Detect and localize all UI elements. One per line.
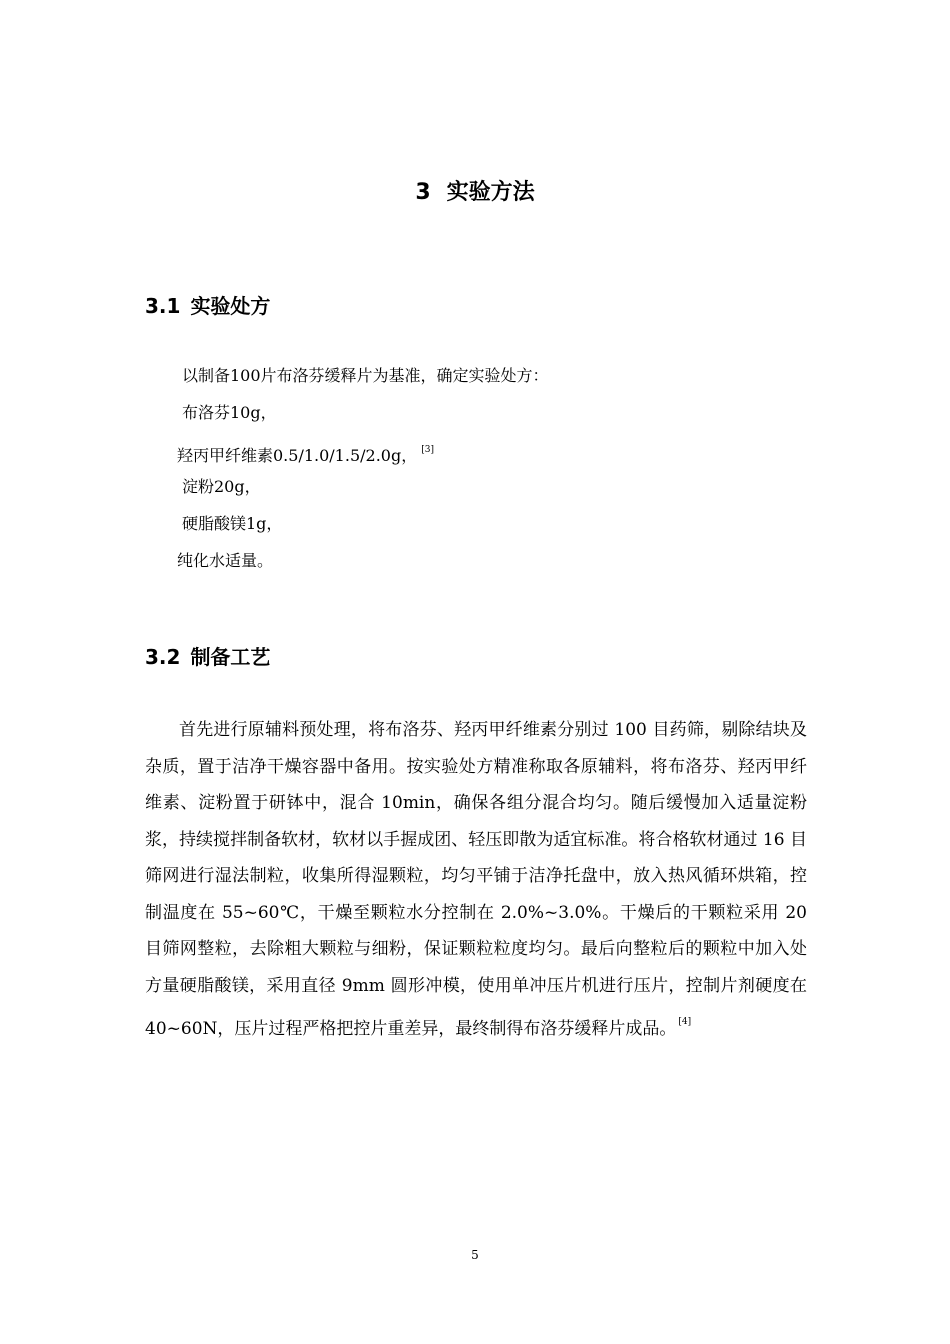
formula-item: 布洛芬10g，	[182, 403, 277, 422]
chapter-number: 3	[415, 180, 431, 205]
section-number: 3.1	[145, 294, 181, 318]
section-heading-3-2	[145, 642, 270, 672]
formula-item: 淀粉20g，	[182, 477, 261, 496]
formula-item-text: 羟丙甲纤维素0.5/1.0/1.5/2.0g，	[177, 446, 418, 465]
citation-3: [3]	[421, 445, 434, 455]
process-paragraph	[145, 712, 807, 1048]
chapter-title	[0, 176, 950, 210]
section-title: 实验处方	[190, 294, 271, 318]
citation-4: [4]	[678, 1017, 692, 1027]
section-number: 3.2	[145, 645, 181, 669]
page-number: 5	[471, 1248, 479, 1262]
chapter-title-text: 实验方法	[446, 180, 535, 205]
formula-item	[177, 438, 434, 468]
process-text: 首先进行原辅料预处理，将布洛芬、羟丙甲纤维素分别过 100 目药筛，剔除结块及杂质，置于洁净干燥容器中备用。按实验处方精准称取各原辅料，将布洛芬、羟丙甲纤维素、淀粉置于研钵中，混合 10min，确保各组分混合均匀。随后缓慢加入适量淀粉浆，持续搅拌制备软材，软材以手握成团、轻压即散为适宜标准。将合格软材通过 16 目筛网进行湿法制粒，收集所得湿颗粒，均匀平铺于洁净托盘中，放入热风循环烘箱，控制温度在 55~60℃，干燥至颗粒水分控制在 2.0%~3.0%。干燥后的干颗粒采用 20 目筛网整粒，去除粗大颗粒与细粉，保证颗粒粒度均匀。最后向整粒后的颗粒中加入处方量硬脂酸镁，采用直径 9mm 圆形冲模，使用单冲压片机进行压片，控制片剂硬度在 40~60N，压片过程严格把控片重差异，最终制得布洛芬缓释片成品。	[145, 720, 807, 1039]
formula-item: 硬脂酸镁1g，	[182, 514, 283, 533]
section-heading-3-1	[145, 291, 270, 321]
section-title: 制备工艺	[190, 645, 271, 669]
formula-item: 纯化水适量。	[177, 551, 274, 570]
formula-intro: 以制备100片布洛芬缓释片为基准，确定实验处方：	[182, 366, 549, 385]
